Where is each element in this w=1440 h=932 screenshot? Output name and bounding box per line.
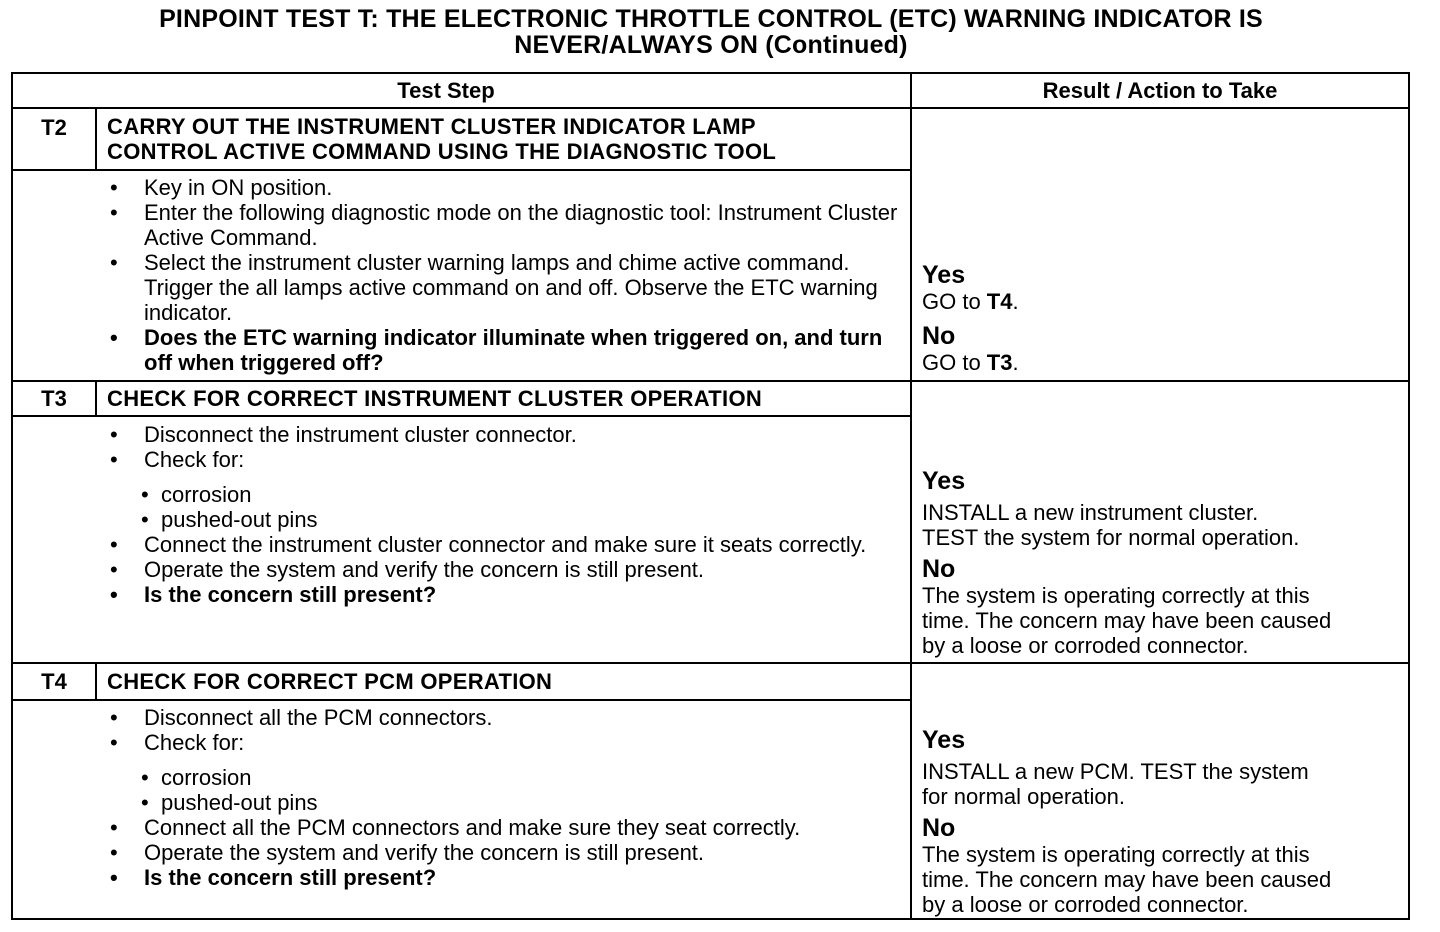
action-prefix: GO to [922, 350, 987, 375]
col-divider-step-id-t3 [95, 380, 97, 416]
t2-title-divider [13, 169, 911, 171]
bullet-question: • Is the concern still present? [107, 582, 907, 607]
action-line: INSTALL a new PCM. TEST the system [922, 759, 1309, 784]
result-yes-action [922, 759, 1402, 809]
result-yes-action [922, 289, 1402, 314]
bullet-item: • Connect all the PCM connectors and make sure they seat correctly. [107, 815, 907, 840]
col-divider-main [910, 74, 912, 918]
pinpoint-test-table [11, 72, 1410, 920]
bullet-item: • Connect the instrument cluster connector and make sure it seats correctly. [107, 532, 907, 557]
step-title-t2 [107, 114, 907, 164]
action-line: The system is operating correctly at this [922, 842, 1310, 867]
sub-bullet-item: • corrosion [141, 482, 907, 507]
bullet-item: • Select the instrument cluster warning lamps and chime active command. Trigger the all lamps active command on and off. Observe the ETC warning indicator. [107, 250, 907, 325]
result-no-label: No [922, 814, 956, 842]
sub-bullet-item: • pushed-out pins [141, 790, 907, 815]
action-suffix: . [1012, 289, 1019, 314]
title-line-2: NEVER/ALWAYS ON (Continued) [514, 31, 908, 59]
result-yes-action [922, 500, 1402, 550]
header-result-action: Result / Action to Take [1042, 78, 1278, 103]
result-t3 [922, 468, 1402, 658]
result-t2 [922, 262, 1402, 375]
t3-t4-divider [13, 662, 1408, 664]
goto-step-link[interactable]: T4 [986, 289, 1013, 314]
bullet-item: • Operate the system and verify the concern is still present. [107, 840, 907, 865]
result-no-action [922, 350, 1402, 375]
result-no-action [922, 583, 1402, 658]
result-no-label: No [922, 322, 956, 350]
step-title-t4: CHECK FOR CORRECT PCM OPERATION [107, 669, 553, 694]
action-line: by a loose or corroded connector. [922, 633, 1249, 658]
step-body-t4 [107, 705, 907, 890]
page-title [0, 6, 1422, 58]
col-divider-step-id-t4 [95, 663, 97, 700]
header-test-step: Test Step [397, 78, 495, 103]
step-id-t2: T2 [41, 115, 67, 140]
action-line: by a loose or corroded connector. [922, 892, 1249, 917]
result-no-label: No [922, 555, 956, 583]
t3-title-divider [13, 415, 911, 417]
bullet-item: • Check for: [107, 447, 907, 472]
action-line: INSTALL a new instrument cluster. [922, 500, 1259, 525]
bullet-item: • Enter the following diagnostic mode on the diagnostic tool: Instrument Cluster Active Command. [107, 200, 907, 250]
bullet-item: • Operate the system and verify the concern is still present. [107, 557, 907, 582]
action-prefix: GO to [922, 289, 987, 314]
title-line-1: PINPOINT TEST T: THE ELECTRONIC THROTTLE CONTROL (ETC) WARNING INDICATOR IS [159, 5, 1263, 33]
result-t4 [922, 727, 1402, 917]
step-id-t3: T3 [41, 386, 67, 411]
header-divider [13, 107, 1408, 109]
bullet-question: • Is the concern still present? [107, 865, 907, 890]
action-line: for normal operation. [922, 784, 1125, 809]
sub-bullet-item: • corrosion [141, 765, 907, 790]
step-title-t3: CHECK FOR CORRECT INSTRUMENT CLUSTER OPERATION [107, 386, 763, 411]
sub-bullet-item: • pushed-out pins [141, 507, 907, 532]
action-suffix: . [1012, 350, 1019, 375]
result-yes-label: Yes [922, 467, 966, 495]
step-title-t2-line-2: CONTROL ACTIVE COMMAND USING THE DIAGNOSTIC TOOL [107, 139, 777, 164]
result-no-action [922, 842, 1402, 917]
action-line: time. The concern may have been caused [922, 608, 1332, 633]
bullet-item: • Disconnect all the PCM connectors. [107, 705, 907, 730]
col-divider-step-id-t2 [95, 108, 97, 170]
step-id-t4: T4 [41, 669, 67, 694]
t4-title-divider [13, 699, 911, 701]
step-body-t2 [107, 175, 907, 375]
step-title-t2-line-1: CARRY OUT THE INSTRUMENT CLUSTER INDICATOR LAMP [107, 114, 756, 139]
t2-t3-divider [13, 380, 1408, 382]
bullet-item: • Disconnect the instrument cluster connector. [107, 422, 907, 447]
action-line: TEST the system for normal operation. [922, 525, 1300, 550]
bullet-item: • Check for: [107, 730, 907, 755]
result-yes-label: Yes [922, 726, 966, 754]
result-yes-label: Yes [922, 261, 966, 289]
goto-step-link[interactable]: T3 [986, 350, 1013, 375]
action-line: The system is operating correctly at this [922, 583, 1310, 608]
bullet-question: • Does the ETC warning indicator illuminate when triggered on, and turn off when triggered off? [107, 325, 907, 375]
step-body-t3 [107, 422, 907, 607]
bullet-item: • Key in ON position. [107, 175, 907, 200]
action-line: time. The concern may have been caused [922, 867, 1332, 892]
